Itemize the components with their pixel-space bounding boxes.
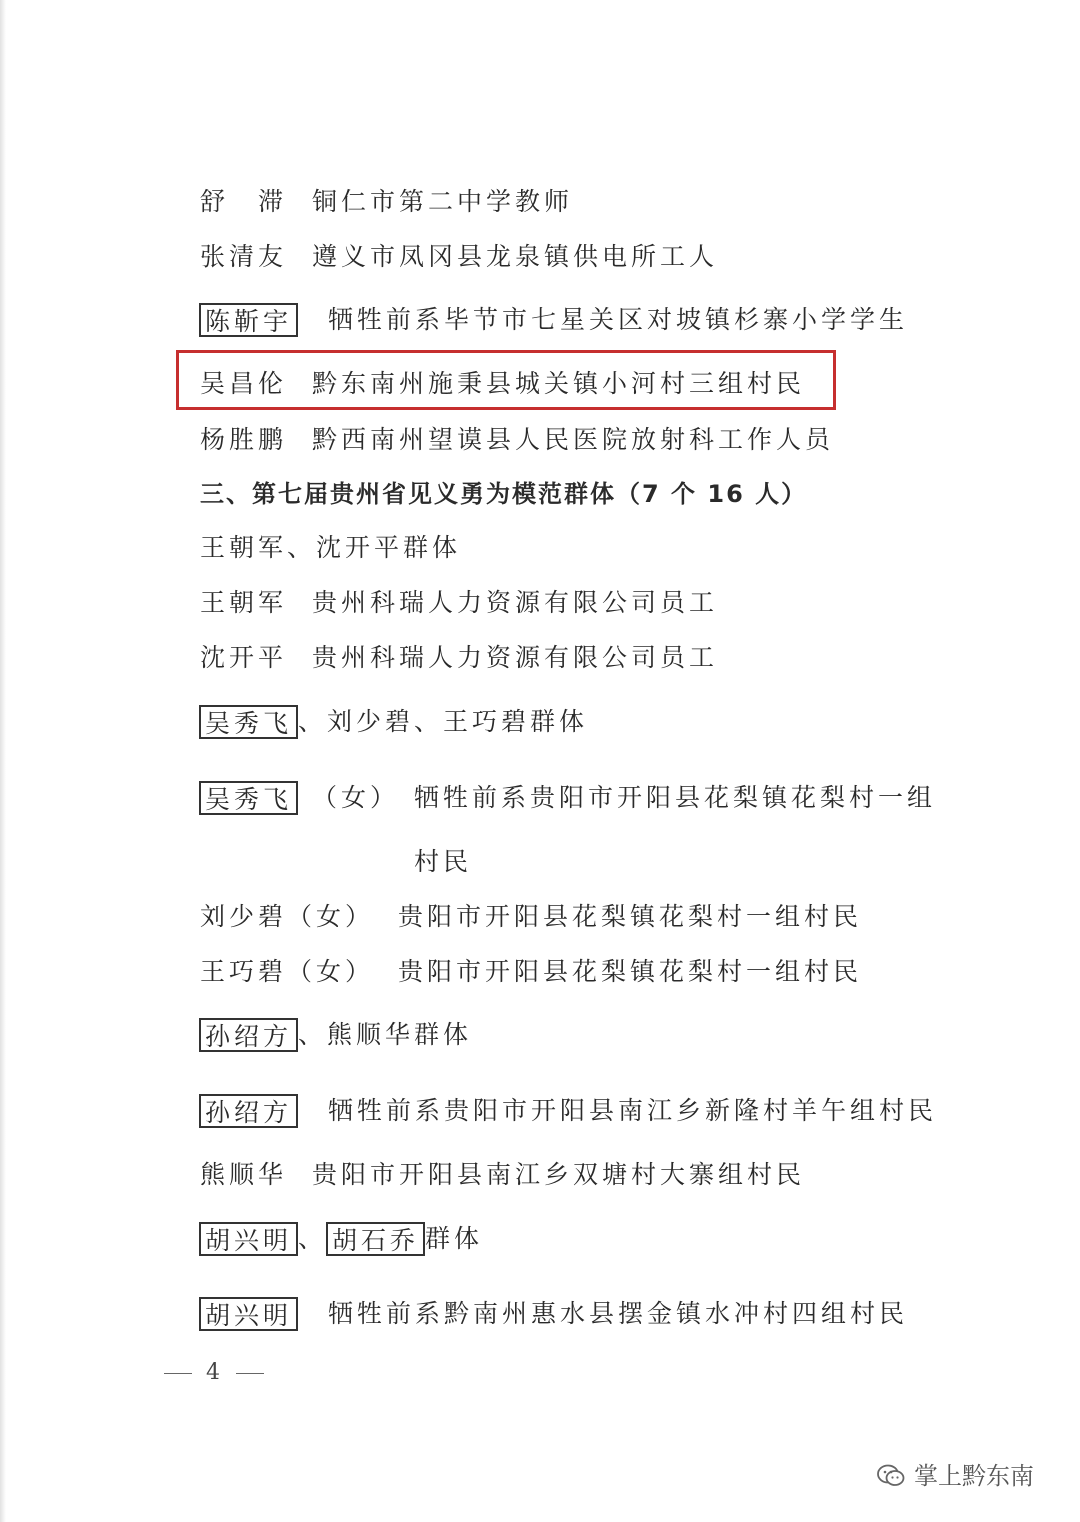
entry-note: （女） [312,783,400,812]
boxed-name: 陈靳宇 [199,303,298,337]
section-heading-title: 三、第七届贵州省见义勇为模范群体 [200,480,616,508]
watermark-text: 掌上黔东南 [914,1462,1034,1490]
entry-desc: 牺牲前系黔南州惠水县摆金镇水冲村四组村民 [328,1299,909,1328]
section-heading-count: （7 个 16 人） [616,480,808,508]
group-title-rest: 、刘少碧、王巧碧群体 [298,707,589,736]
entry-row [200,778,937,818]
group-title-sep: 、 [298,1224,328,1253]
group-title-rest: 群体 [425,1224,484,1253]
dash-right [236,1373,264,1374]
entry-desc: 黔西南州望谟县人民医院放射科工作人员 [312,425,835,454]
entry-row [200,952,863,992]
entry-name: 刘少碧（女） [200,902,375,931]
boxed-name: 胡兴明 [199,1297,298,1331]
entry-row [200,420,835,460]
entry-name: 熊顺华 [200,1160,288,1189]
entry-name: 王朝军 [200,588,288,617]
page-number [164,1358,264,1388]
entry-desc: 黔东南州施秉县城关镇小河村三组村民 [312,369,806,398]
entry-name: 杨胜鹏 [200,425,288,454]
page-edge [0,0,6,1522]
group-title [200,1015,472,1055]
boxed-name: 胡石乔 [326,1222,425,1256]
watermark [876,1458,1034,1494]
group-title [200,528,461,568]
section-heading [200,474,807,514]
entry-row [200,182,574,222]
red-highlight-box [176,350,836,410]
group-title [200,1219,483,1259]
group-title-rest: 、熊顺华群体 [298,1020,473,1049]
boxed-name: 孙绍方 [199,1018,298,1052]
entry-row [200,1294,909,1334]
page-number-text: 4 [206,1360,222,1385]
entry-row [200,1155,806,1195]
entry-row [200,237,719,277]
entry-desc: 贵阳市开阳县南江乡双塘村大寨组村民 [312,1160,806,1189]
entry-desc: 牺牲前系毕节市七星关区对坡镇杉寨小学学生 [328,305,909,334]
entry-desc: 牺牲前系贵阳市开阳县南江乡新隆村羊午组村民 [328,1096,938,1125]
entry-row [200,897,863,937]
entry-desc: 贵阳市开阳县花梨镇花梨村一组村民 [398,902,863,931]
entry-row [200,1091,938,1131]
wechat-icon [876,1463,906,1489]
entry-desc: 牺牲前系贵阳市开阳县花梨镇花梨村一组 [414,783,937,812]
boxed-name: 吴秀飞 [199,781,298,815]
entry-row [200,300,909,340]
group-title [200,702,588,742]
entry-desc: 铜仁市第二中学教师 [312,187,574,216]
group-title-text: 王朝军、沈开平群体 [200,533,462,562]
boxed-name: 孙绍方 [199,1094,298,1128]
entry-desc-continued [414,842,472,882]
entry-row [200,583,719,623]
dash-left [164,1373,192,1374]
entry-desc-line2: 村民 [414,847,473,876]
entry-row [200,638,719,678]
entry-desc: 遵义市凤冈县龙泉镇供电所工人 [312,242,719,271]
entry-name: 舒 滞 [200,187,288,216]
entry-name: 张清友 [200,242,288,271]
entry-name: 吴昌伦 [200,369,288,398]
entry-name: 沈开平 [200,643,288,672]
entry-desc: 贵阳市开阳县花梨镇花梨村一组村民 [398,957,863,986]
boxed-name: 胡兴明 [199,1222,298,1256]
entry-desc: 贵州科瑞人力资源有限公司员工 [312,643,719,672]
boxed-name: 吴秀飞 [199,705,298,739]
entry-desc: 贵州科瑞人力资源有限公司员工 [312,588,719,617]
entry-name: 王巧碧（女） [200,957,375,986]
